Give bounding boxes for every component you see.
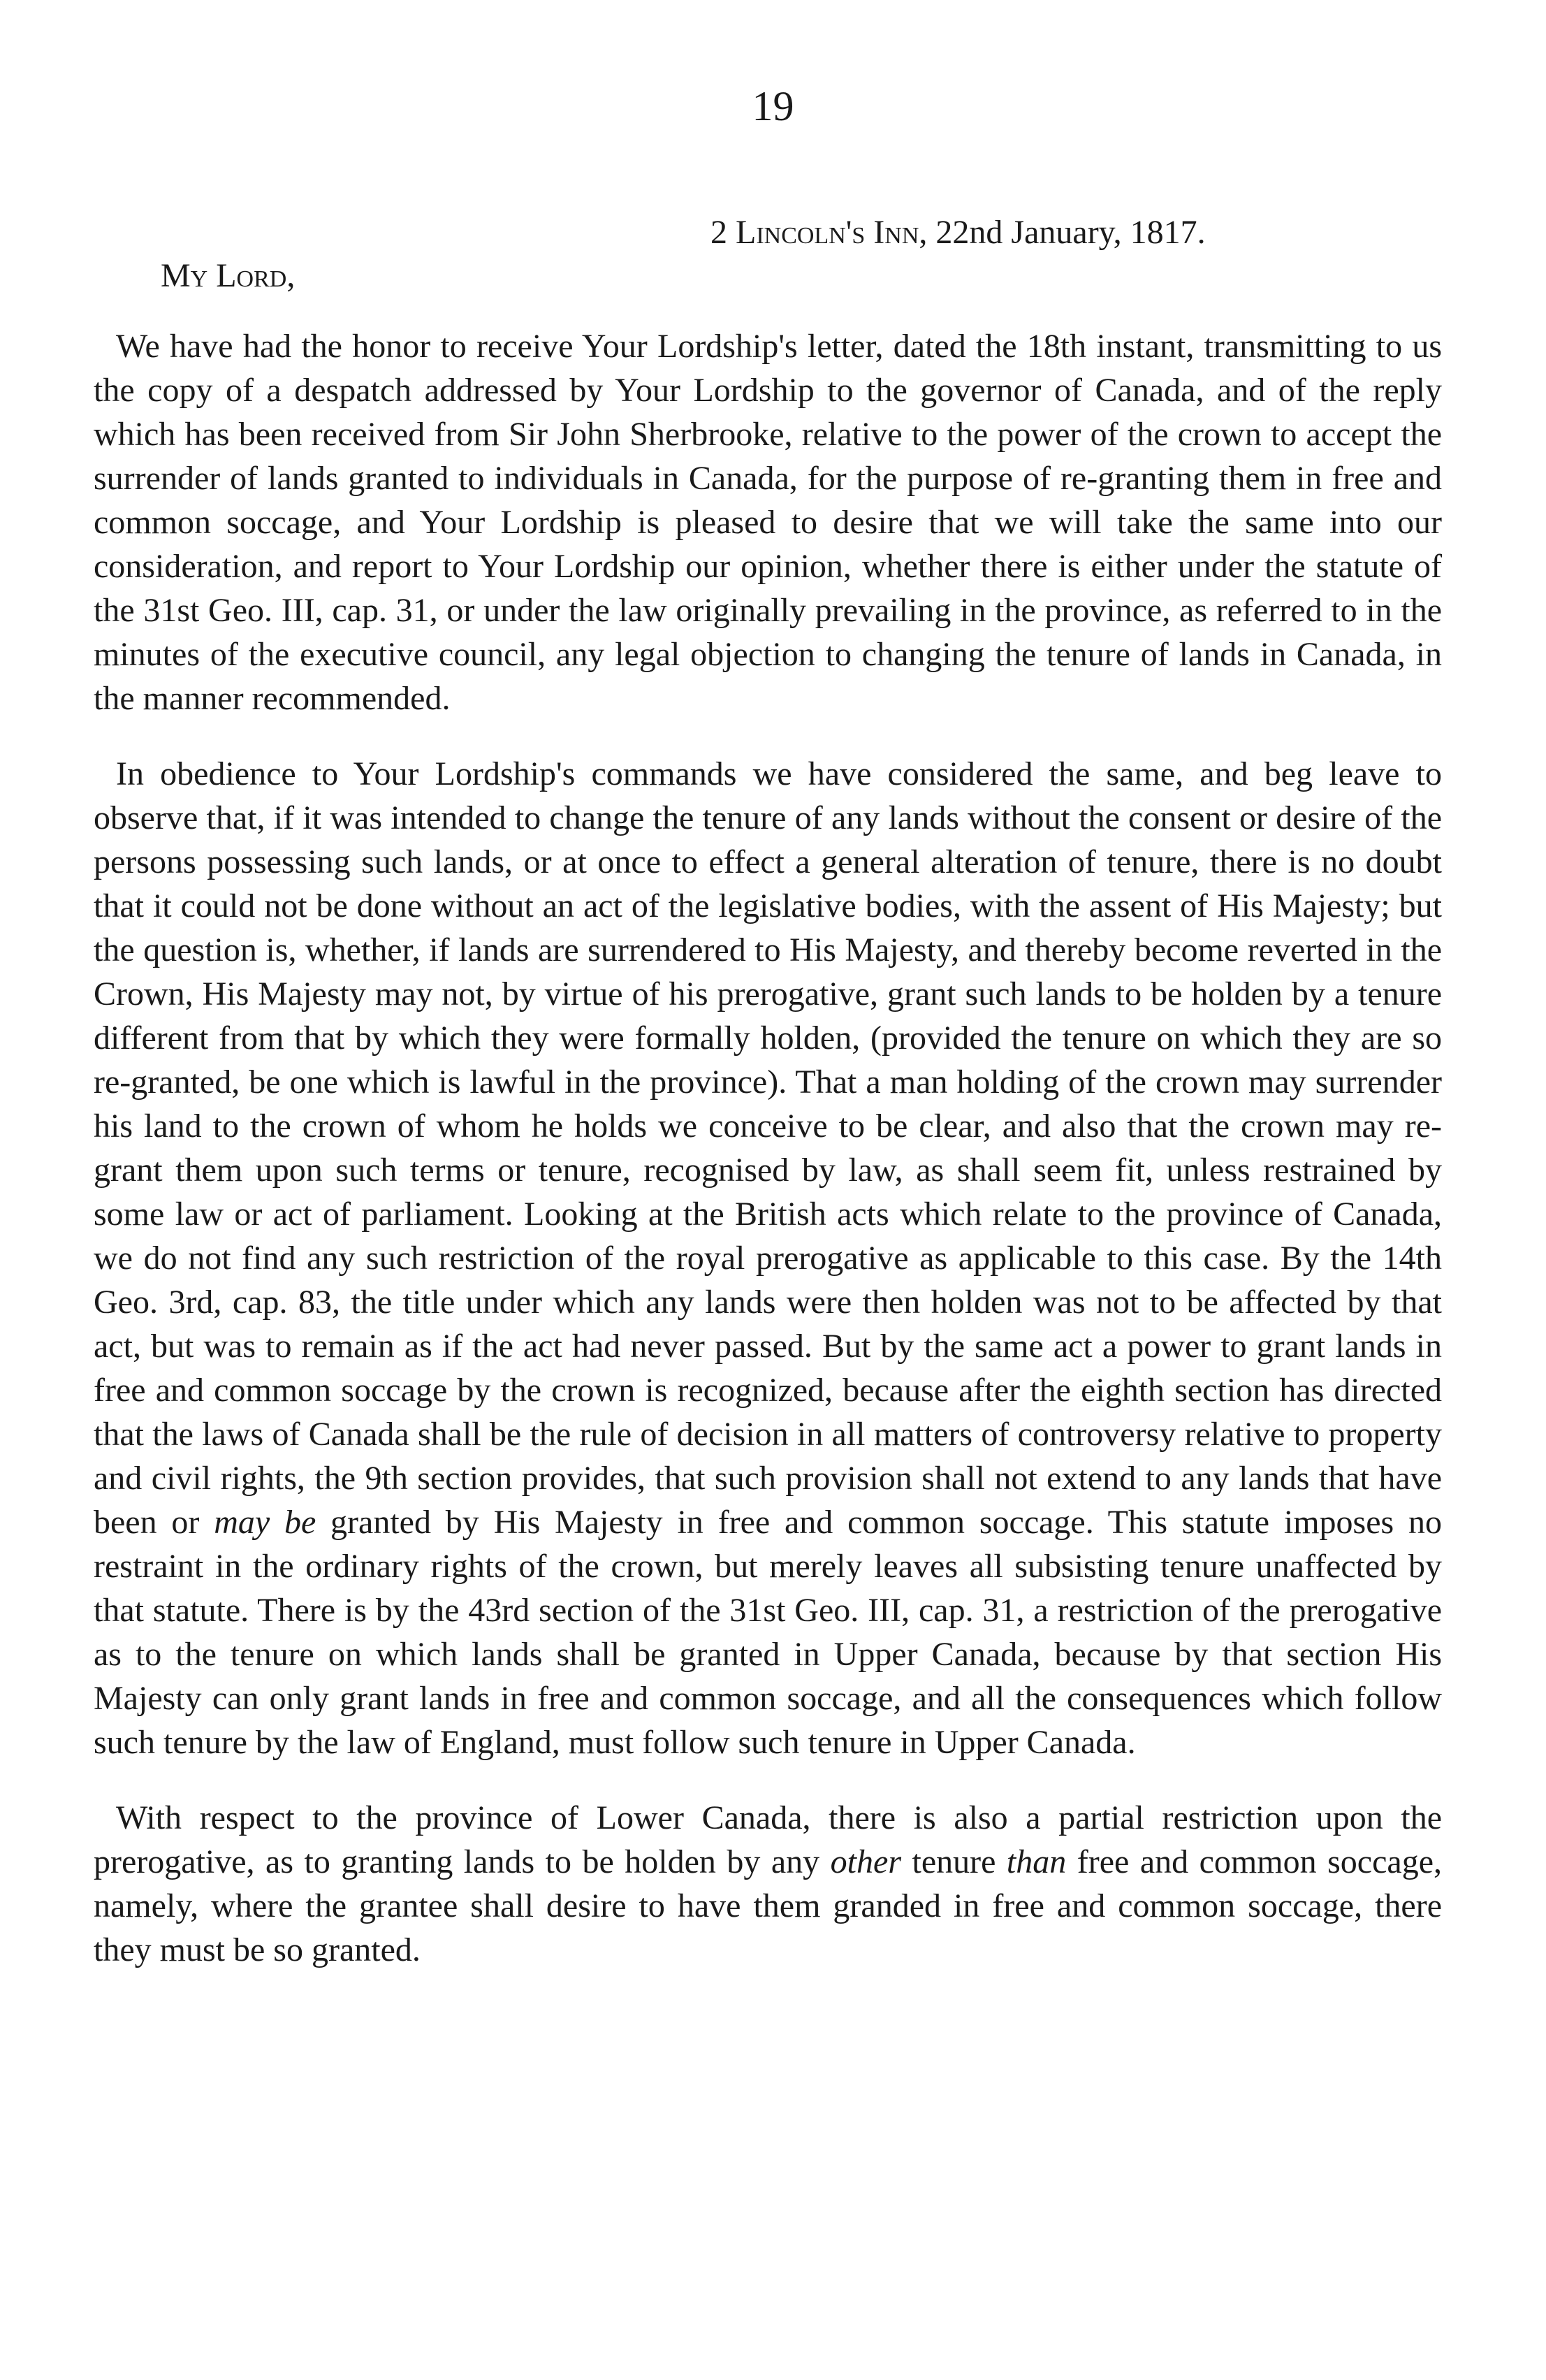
italic-text: may be xyxy=(214,1504,316,1541)
dateline-number: 2 xyxy=(710,214,727,251)
page-number: 19 xyxy=(752,83,794,129)
paragraph-text: We have had the honor to receive Your Lordship's letter, dated the 18th instant, transmitting to us the copy of a despatch addressed by Your Lordship to the governor of Canada, and of the reply which has been received from Sir John Sherbrooke, relative to the power of the crown to accept the surrender of lands granted to individuals in Canada, for the purpose of re-granting them in free and common soccage, and Your Lordship is pleased to desire that we will take the same into our consideration, and report to Your Lordship our opinion, whether there is either under the statute of the 31st Geo. III, cap. 31, or under the law originally prevailing in the province, as referred to in the minutes of the executive council, any legal objection to changing the tenure of lands in Canada, in the manner recommended. xyxy=(94,328,1442,717)
paragraph xyxy=(94,752,1442,1764)
paragraph-text: With respect to the province of Lower Canada, there is also a partial restriction upon the prerogative, as to granting lands to be holden by any xyxy=(94,1799,1442,1880)
dateline-place: Lincoln's Inn xyxy=(736,214,919,251)
dateline-date: 22nd January, 1817. xyxy=(935,214,1206,251)
paragraph-text: free and common soccage, namely, where the grantee shall desire to have them granded in free and common soccage, there they must be so granted. xyxy=(94,1843,1442,1968)
letter-body xyxy=(94,324,1442,1972)
italic-text: other xyxy=(830,1843,901,1880)
salutation: My Lord, xyxy=(161,257,296,294)
dateline: 2 Lincoln's Inn, 22nd January, 1817. xyxy=(710,214,1206,251)
paragraph-text: In obedience to Your Lordship's commands we have considered the same, and beg leave to observe that, if it was intended to change the tenure of any lands without the consent or desire of the persons possessing such lands, or at once to effect a general alteration of tenure, there is no doubt that it could not be done without an act of the legislative bodies, with the assent of His Majesty; but the question is, whether, if lands are surrendered to His Majesty, and thereby become reverted in the Crown, His Majesty may not, by virtue of his prerogative, grant such lands to be holden by a tenure different from that by which they were formally holden, (provided the tenure on which they are so re-granted, be one which is lawful in the province). That a man holding of the crown may surrender his land to the crown of whom he holds we conceive to be clear, and also that the crown may re-grant them upon such terms or tenure, recognised by law, as shall seem fit, unless restrained by some law or act of parliament. Looking at the British acts which relate to the province of Canada, we do not find any such restriction of the royal prerogative as applicable to this case. By the 14th Geo. 3rd, cap. 83, the title under which any lands were then holden was not to be affected by that act, but was to remain as if the act had never passed. But by the same act a power to grant lands in free and common soccage by the crown is recognized, because after the eighth section has directed that the laws of Canada shall be the rule of decision in all matters of controversy relative to property and civil rights, the 9th section provides, that such provision shall not extend to any lands that have been or xyxy=(94,755,1442,1541)
paragraph xyxy=(94,324,1442,720)
paragraph-text: tenure xyxy=(901,1843,1007,1880)
paragraph-text: granted by His Majesty in free and common soccage. This statute imposes no restraint in the ordinary rights of the crown, but merely leaves all subsisting tenure unaffected by that statute. There is by the 43rd section of the 31st Geo. III, cap. 31, a restriction of the prerogative as to the tenure on which lands shall be granted in Upper Canada, because by that section His Majesty can only grant lands in free and common soccage, and all the consequences which follow such tenure by the law of England, must follow such tenure in Upper Canada. xyxy=(94,1504,1443,1761)
italic-text: than xyxy=(1006,1843,1067,1880)
paragraph xyxy=(94,1796,1442,1972)
